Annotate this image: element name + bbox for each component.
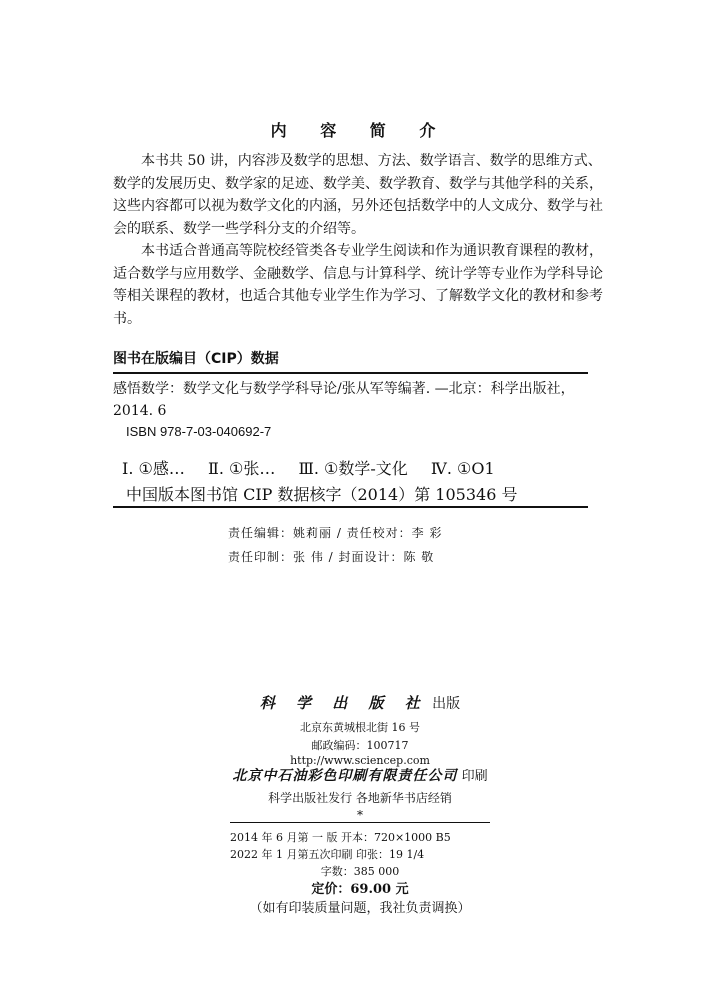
cip-class-4: Ⅳ. ①O1 [430,459,495,478]
quality-note: （如有印装质量问题，我社负责调换） [249,901,471,916]
summary-block [113,150,603,330]
edition-rule [230,822,490,823]
publisher-suffix: 出版 [432,696,461,712]
cip-classification [122,456,513,479]
separator-star: * [357,808,363,822]
cip-class-3: Ⅲ. ①数学-文化 [298,459,408,478]
word-count: 字数：385 000 [320,865,400,878]
cip-class-1: Ⅰ. ①感… [122,459,185,478]
staff-line-editors: 责任编辑：姚莉丽 / 责任校对：李 彩 [228,526,443,540]
cip-record-number: 中国版本图书馆 CIP 数据核字（2014）第 105346 号 [126,485,518,504]
printer-suffix: 印刷 [461,769,488,784]
publisher-line [0,692,720,713]
summary-paragraph-2: 本书适合普通高等院校经管类各专业学生阅读和作为通识教育课程的教材，适合数学与应用数学、金融数学、信息与计算科学、统计学等专业作为学科导论等相关课程的教材，也适合其他专业学生作为学习、了解数学文化的教材和参考书。 [113,243,603,327]
isbn: ISBN 978-7-03-040692-7 [126,424,272,439]
price: 定价：69.00 元 [311,882,409,897]
publisher-name: 科 学 出 版 社 [259,694,428,712]
cip-class-2: Ⅱ. ①张… [207,459,276,478]
publisher-url: http://www.sciencep.com [290,754,430,767]
printer-line [0,765,720,785]
distribution-line: 科学出版社发行 各地新华书店经销 [268,791,452,805]
publisher-zip: 邮政编码：100717 [311,739,409,752]
cip-top-rule [113,372,588,374]
cip-heading: 图书在版编目（CIP）数据 [113,351,279,367]
edition-line-1: 2014 年 6 月第 一 版 开本：720×1000 B5 [230,831,451,844]
staff-line-production: 责任印制：张 伟 / 封面设计：陈 敬 [228,550,435,564]
section-title: 内 容 简 介 [270,121,450,140]
cip-description: 感悟数学：数学文化与数学学科导论/张从军等编著. —北京：科学出版社，2014. 6 [113,381,575,419]
summary-paragraph-1: 本书共 50 讲，内容涉及数学的思想、方法、数学语言、数学的思维方式、数学的发展历史、数学家的足迹、数学美、数学教育、数学与其他学科的关系，这些内容都可以视为数学文化的内涵，另外还包括数学中的人文成分、数学与社会的联系、数学一些学科分支的介绍等。 [113,153,603,237]
edition-line-2: 2022 年 1 月第五次印刷 印张：19 1/4 [230,848,425,861]
publisher-address: 北京东黄城根北街 16 号 [300,721,420,734]
printer-name: 北京中石油彩色印刷有限责任公司 [232,768,458,784]
cip-bottom-rule [113,506,588,508]
